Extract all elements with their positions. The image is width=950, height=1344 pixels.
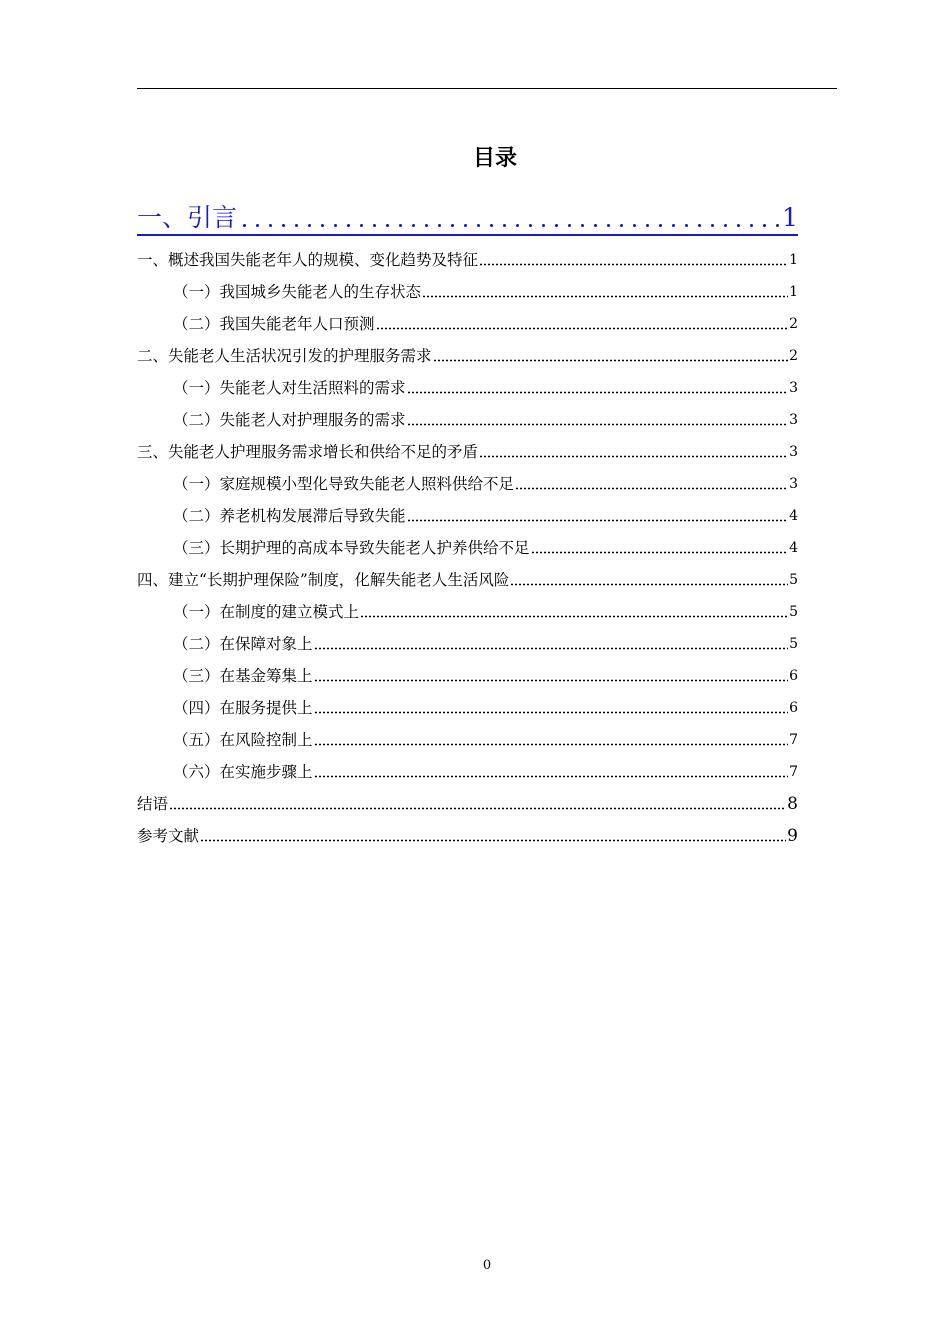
toc-entry-section-1-1[interactable] bbox=[137, 270, 798, 302]
dot-leader bbox=[407, 423, 789, 426]
toc-entry-label: （二）在保障对象上 bbox=[173, 635, 313, 653]
toc-entry-section-4-4[interactable] bbox=[137, 686, 798, 718]
toc-entry-label: （四）在服务提供上 bbox=[173, 699, 313, 717]
toc-entry-label: （一）在制度的建立模式上 bbox=[173, 603, 360, 621]
dot-leader bbox=[314, 679, 789, 682]
dot-leader bbox=[314, 775, 789, 778]
toc-entry-page: 5 bbox=[789, 604, 798, 620]
toc-entry-page: 5 bbox=[789, 572, 798, 588]
dot-leader bbox=[407, 391, 789, 394]
toc-entry-page: 1 bbox=[782, 203, 798, 232]
toc-entry-page: 2 bbox=[789, 316, 798, 332]
toc-entry-label: 四、建立“长期护理保险”制度，化解失能老人生活风险 bbox=[137, 571, 510, 589]
dot-leader bbox=[422, 295, 788, 298]
toc-entry-page: 1 bbox=[789, 284, 798, 300]
dot-leader bbox=[433, 359, 789, 362]
toc-entry-section-4-6[interactable] bbox=[137, 750, 798, 782]
dot-leader bbox=[515, 487, 788, 490]
dot-leader bbox=[479, 263, 788, 266]
toc-entry-page: 6 bbox=[789, 700, 798, 716]
toc-entry-label: （二）失能老人对护理服务的需求 bbox=[173, 411, 406, 429]
toc-entry-page: 9 bbox=[787, 826, 798, 846]
toc-entry-conclusion[interactable] bbox=[137, 782, 798, 814]
dot-leader bbox=[407, 519, 789, 522]
dot-leader bbox=[314, 647, 789, 650]
toc-entry-page: 6 bbox=[789, 668, 798, 684]
dot-leader bbox=[531, 551, 789, 554]
header-rule bbox=[137, 88, 837, 89]
toc-entry-section-3-1[interactable] bbox=[137, 462, 798, 494]
dot-leader bbox=[200, 839, 786, 842]
toc-entry-section-3-3[interactable] bbox=[137, 526, 798, 558]
toc-entry-page: 3 bbox=[789, 380, 798, 396]
toc-entry-label: （三）在基金筹集上 bbox=[173, 667, 313, 685]
dot-leader bbox=[510, 583, 788, 586]
toc-entry-page: 2 bbox=[789, 348, 798, 364]
toc-entry-references[interactable] bbox=[137, 814, 798, 846]
toc-entry-label: 参考文献 bbox=[137, 827, 200, 845]
toc-entry-label: 一、概述我国失能老年人的规模、变化趋势及特征 bbox=[137, 251, 479, 269]
dot-leader bbox=[376, 327, 789, 330]
toc-entry-section-4[interactable] bbox=[137, 558, 798, 590]
toc-entry-label: 一、引言 bbox=[137, 203, 238, 232]
toc-entry-section-4-3[interactable] bbox=[137, 654, 798, 686]
toc-entry-page: 7 bbox=[789, 764, 798, 780]
toc-entry-label: 三、失能老人护理服务需求增长和供给不足的矛盾 bbox=[137, 443, 479, 461]
toc-entry-label: 结语 bbox=[137, 795, 169, 813]
toc-entry-page: 7 bbox=[789, 732, 798, 748]
toc-entry-label: （五）在风险控制上 bbox=[173, 731, 313, 749]
dot-leader bbox=[479, 455, 788, 458]
toc-entry-section-2[interactable] bbox=[137, 334, 798, 366]
toc-entry-section-4-2[interactable] bbox=[137, 622, 798, 654]
toc-entry-section-1[interactable] bbox=[137, 238, 798, 270]
toc-entry-section-2-2[interactable] bbox=[137, 398, 798, 430]
toc-entry-label: （一）失能老人对生活照料的需求 bbox=[173, 379, 406, 397]
toc-entry-section-4-1[interactable] bbox=[137, 590, 798, 622]
toc-entry-section-3-2[interactable] bbox=[137, 494, 798, 526]
toc-entry-section-1-2[interactable] bbox=[137, 302, 798, 334]
toc-entry-label: （一）家庭规模小型化导致失能老人照料供给不足 bbox=[173, 475, 515, 493]
toc-entry-page: 3 bbox=[789, 444, 798, 460]
toc-entry-page: 4 bbox=[789, 508, 798, 524]
dot-leader bbox=[238, 223, 781, 228]
toc-entry-section-2-1[interactable] bbox=[137, 366, 798, 398]
toc-entry-page: 1 bbox=[789, 252, 798, 268]
toc-entry-section-4-5[interactable] bbox=[137, 718, 798, 750]
page-number: 0 bbox=[482, 1258, 492, 1273]
toc-entry-label: （六）在实施步骤上 bbox=[173, 763, 313, 781]
toc-entry-page: 8 bbox=[787, 794, 798, 814]
toc-entry-page: 4 bbox=[789, 540, 798, 556]
dot-leader bbox=[314, 743, 789, 746]
toc-entry-page: 3 bbox=[789, 476, 798, 492]
page-title: 目录 bbox=[472, 146, 517, 171]
toc-entry-label: （三）长期护理的高成本导致失能老人护养供给不足 bbox=[173, 539, 530, 557]
toc-entry-page: 5 bbox=[789, 636, 798, 652]
dot-leader bbox=[169, 807, 786, 810]
toc-entry-label: （二）养老机构发展滞后导致失能 bbox=[173, 507, 406, 525]
table-of-contents bbox=[137, 200, 798, 846]
toc-entry-section-3[interactable] bbox=[137, 430, 798, 462]
toc-entry-introduction[interactable] bbox=[137, 200, 798, 236]
toc-entry-label: （二）我国失能老年人口预测 bbox=[173, 315, 375, 333]
toc-entry-page: 3 bbox=[789, 412, 798, 428]
dot-leader bbox=[314, 711, 789, 714]
toc-entry-label: （一）我国城乡失能老人的生存状态 bbox=[173, 283, 422, 301]
dot-leader bbox=[360, 615, 788, 618]
toc-entry-label: 二、失能老人生活状况引发的护理服务需求 bbox=[137, 347, 432, 365]
